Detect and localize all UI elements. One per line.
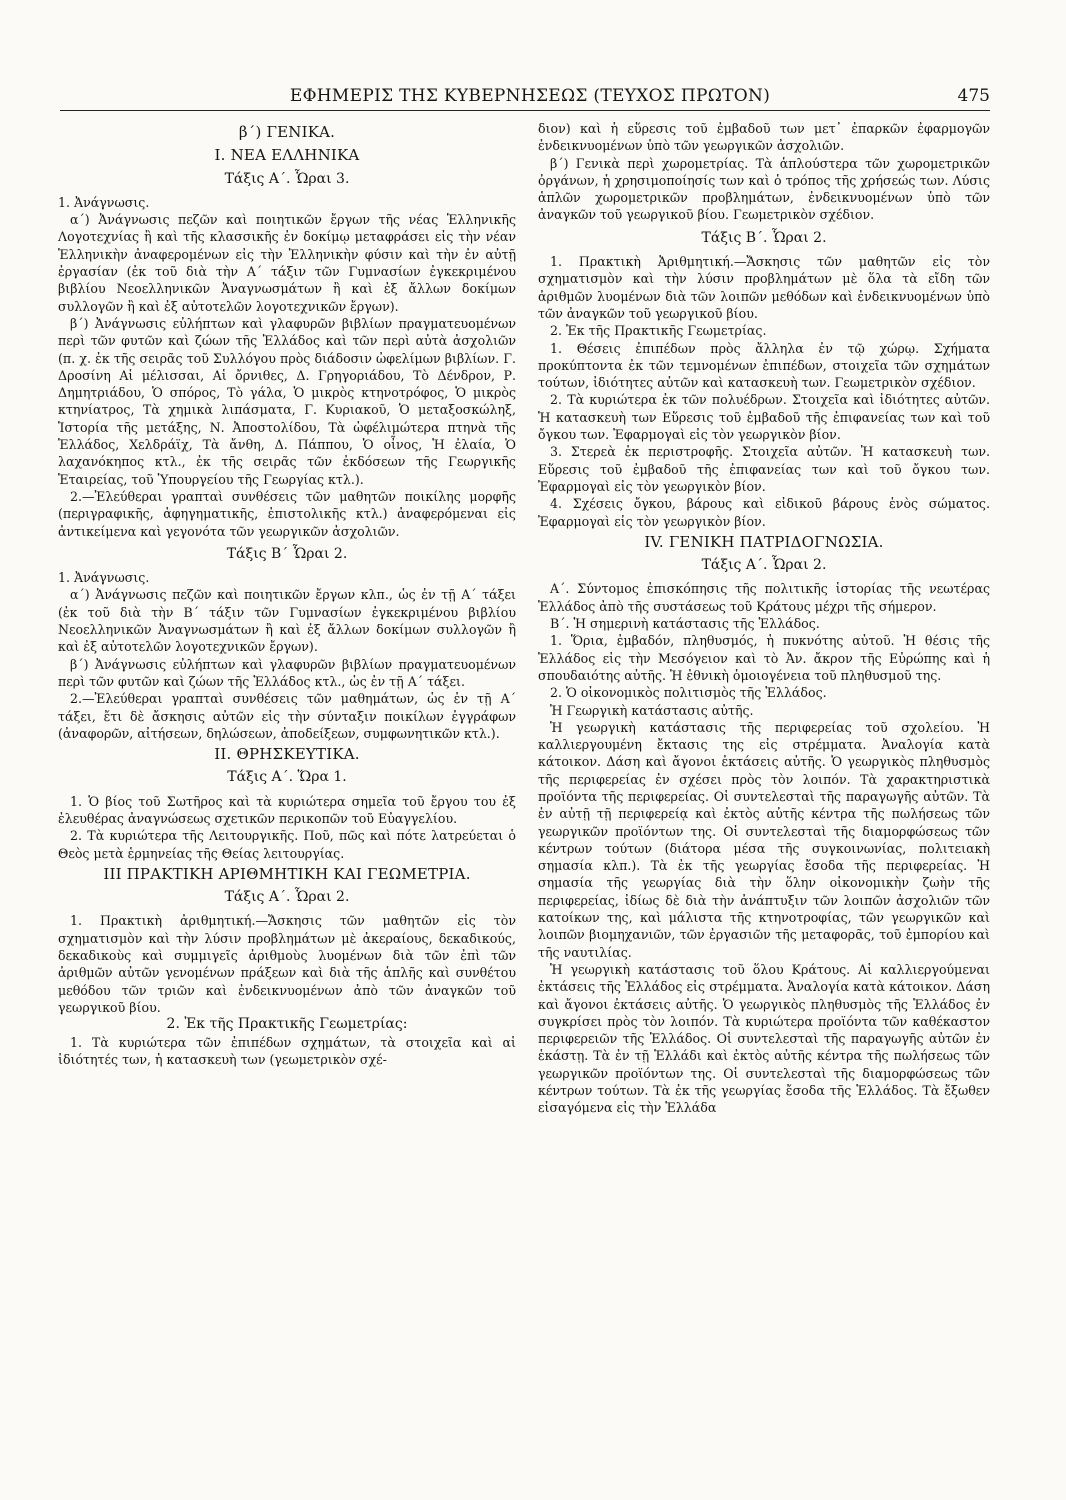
subject-heading: Ι. ΝΕΑ ΕΛΛΗΝΙΚΑ (214, 146, 360, 165)
paragraph: 1. Θέσεις ἐπιπέδων πρὸς ἄλληλα ἐν τῷ χώρῳ. Σχήματα προκύπτοντα ἐκ τῶν τεμνομένων ἐπιπέδων, στοιχεῖα τῶν σχημάτων τούτων, ἰδιότητες αὐτῶν καὶ κατασκευὴ των. Γεωμετρικὸν σχέδιον. (538, 340, 990, 391)
paragraph: 1. Πρακτικὴ Ἀριθμητική.—Ἄσκησις τῶν μαθητῶν εἰς τὸν σχηματισμὸν καὶ τὴν λύσιν προβλημάτων μὲ ὅλα τὰ εἴδη τῶν ἀριθμῶν λυομένων διὰ τῶν λοιπῶν μεθόδων καὶ ἐνδεικνυομένων ὑπὸ τῶν ἀναγκῶν τοῦ γεωργικοῦ βίου. (538, 254, 990, 321)
class-hours: Τάξις Α΄. Ὧραι 2. (701, 557, 827, 574)
paragraph: Ἡ Γεωργικὴ κατάστασις αὐτῆς. (550, 702, 754, 718)
paragraph: 2. Τὰ κυριώτερα τῆς Λειτουργικῆς. Ποῦ, πῶς καὶ πότε λατρεύεται ὁ Θεὸς μετὰ ἑρμηνείας τῆς Θείας λειτουργίας. (58, 828, 516, 861)
paragraph: 1. Τὰ κυριώτερα τῶν ἐπιπέδων σχημάτων, τὰ στοιχεῖα καὶ αἱ ἰδιότητές των, ἡ κατασκευὴ των (γεωμετρικὸν σχέ- (58, 1034, 516, 1067)
paragraph: β΄) Ἀνάγνωσις εὐλήπτων καὶ γλαφυρῶν βιβλίων πραγματευομένων περὶ τῶν φυτῶν καὶ ζώων τῆς Ἑλλάδος κτλ., ὡς ἐν τῇ Α΄ τάξει. (58, 656, 516, 689)
class-hours: Τάξις Β΄. Ὧραι 2. (701, 229, 827, 246)
page-header (60, 86, 990, 110)
left-column (58, 120, 516, 1490)
paragraph: Β΄. Ἡ σημερινὴ κατάστασις τῆς Ἑλλάδος. (550, 616, 820, 632)
paragraph: 2. Τὰ κυριώτερα ἐκ τῶν πολυέδρων. Στοιχεῖα καὶ ἰδιότητες αὐτῶν. Ἡ κατασκευὴ των Εὕρεσις τοῦ ἐμβαδοῦ τῆς ἐπιφανείας των καὶ τοῦ ὄγκου των. Ἐφαρμογαὶ εἰς τὸν γεωργικὸν βίον. (538, 392, 990, 443)
gazette-title: ΕΦΗΜΕΡΙΣ ΤΗΣ ΚΥΒΕΡΝΗΣΕΩΣ (ΤΕΥΧΟΣ ΠΡΩΤΟΝ) (289, 86, 771, 106)
page-number: 475 (957, 86, 990, 106)
paragraph: 2.—Ἐλεύθεραι γραπταὶ συνθέσεις τῶν μαθημάτων, ὡς ἐν τῇ Α΄ τάξει, ἔτι δὲ ἄσκησις αὐτῶν εἰς τὴν σύνταξιν ποικίλων ἐγγράφων (ἀναφορῶν, αἰτήσεων, δηλώσεων, ἀποδείξεων, συμφωνητικῶν κτλ.). (58, 691, 516, 741)
paragraph: 2.—Ἐλεύθεραι γραπταὶ συνθέσεις τῶν μαθητῶν ποικίλης μορφῆς (περιγραφικῆς, ἀφηγηματικῆς, ἐπιστολικῆς κτλ.) ἀναφερόμεναι εἰς ἀντικείμενα καὶ γεγονότα τῶν γεωργικῶν ἀσχολιῶν. (58, 488, 516, 539)
paragraph: 1. Ὅρια, ἐμβαδόν, πληθυσμός, ἡ πυκνότης αὐτοῦ. Ἡ θέσις τῆς Ἑλλάδος εἰς τὴν Μεσόγειον καὶ τὸ Ἀν. ἄκρον τῆς Εὐρώπης καὶ ἡ σπουδαιότης αὐτῆς. Ἡ ἐθνικὴ ὁμοιογένεια τοῦ πληθυσμοῦ της. (538, 633, 990, 683)
paragraph: Ἡ γεωργικὴ κατάστασις τοῦ ὅλου Κράτους. Αἱ καλλιεργούμεναι ἐκτάσεις τῆς Ἑλλάδος εἰς στρέμματα. Ἀναλογία κατὰ κάτοικον. Δάση καὶ ἄγονοι ἐκτάσεις αὐτῆς. Ὁ γεωργικὸς πληθυσμὸς τῆς Ἑλλάδος ἐν συγκρίσει πρὸς τὸν λοιπόν. Τὰ κυριώτερα προϊόντα τῶν καθέκαστον περιφερειῶν τῆς Ἑλλάδος. Οἱ συντελεσταὶ τῆς παραγωγῆς αὐτῶν ἐν ἑκάστῃ. Τὰ ἐν τῇ Ἑλλάδι καὶ ἐκτὸς αὐτῆς κέντρα τῆς πωλήσεως τῶν γεωργικῶν προϊόντων της. Οἱ συντελεσταὶ τῆς διαμορφώσεως τῶν κέντρων τούτων. Τὰ ἐκ τῆς γεωργίας ἔσοδα τῆς Ἑλλάδος. Τὰ ἔξωθεν εἰσαγόμενα εἰς τὴν Ἑλλάδα (538, 961, 990, 1116)
paragraph: 2. Ἐκ τῆς Πρακτικῆς Γεωμετρίας. (550, 323, 767, 339)
section-heading: β΄) ΓΕΝΙΚΑ. (238, 123, 336, 141)
paragraph: α΄) Ἀνάγνωσις πεζῶν καὶ ποιητικῶν ἔργων τῆς νέας Ἑλληνικῆς Λογοτεχνίας ἢ καὶ τῆς κλασσικῆς ἐν δοκίμῳ μεταφράσει εἰς τὴν νέαν Ἑλληνικὴν ἀναφερομένων εἰς τὴν Ἑλληνικὴν φύσιν καὶ τὴν ἐν αὐτῇ ἐργασίαν (ἐκ τοῦ διὰ τὴν Α΄ τάξιν τῶν Γυμνασίων ἐγκεκριμένου βιβλίου Νεοελληνικῶν Ἀναγνωσμάτων ἢ καὶ ἐξ ἄλλων δοκίμων συλλογῶν ἢ καὶ ἐξ αὐτοτελῶν λογοτεχνικῶν ἔργων). (58, 212, 516, 314)
paragraph: α΄) Ἀνάγνωσις πεζῶν καὶ ποιητικῶν ἔργων κλπ., ὡς ἐν τῇ Α΄ τάξει (ἐκ τοῦ διὰ τὴν Β΄ τάξιν τῶν Γυμνασίων ἐγκεκριμένου βιβλίου Νεοελληνικῶν Ἀναγνωσμάτων ἢ καὶ ἐξ ἄλλων δοκίμων συλλογῶν ἢ καὶ ἐξ αὐτοτελῶν λογοτεχνικῶν ἔργων). (58, 587, 516, 655)
paragraph: Ἡ γεωργικὴ κατάστασις τῆς περιφερείας τοῦ σχολείου. Ἡ καλλιεργουμένη ἔκτασις της εἰς στρέμματα. Ἀναλογία κατὰ κάτοικον. Δάση καὶ ἄγονοι ἐκτάσεις αὐτῆς. Ὁ γεωργικὸς πληθυσμὸς τῆς περιφερείας ἐν σχέσει πρὸς τὸν λοιπόν. Τὰ χαρακτηριστικὰ προϊόντα τῆς περιφερείας. Οἱ συντελεσταὶ τῆς παραγωγῆς αὐτῶν. Τὰ ἐν αὐτῇ τῇ περιφερείᾳ καὶ ἐκτὸς αὐτῆς κέντρα τῆς πωλήσεως τῶν γεωργικῶν προϊόντων της. Οἱ συντελεσταὶ τῆς διαμορφώσεως τῶν κέντρων τούτων (διάτορα μέσα τῆς συγκοινωνίας, πολιτειακὴ σημασία κλπ.). Τὰ ἐκ τῆς γεωργίας ἔσοδα τῆς περιφερείας. Ἡ σημασία τῆς γεωργίας διὰ τὴν ὅλην οἰκονομικὴν ζωὴν τῆς περιφερείας, ἰδίως δὲ διὰ τὴν ἀνάπτυξιν τῶν λοιπῶν ἀσχολιῶν τῶν κατοίκων της, καὶ μάλιστα τῆς κτηνοτροφίας, τῶν γεωργικῶν καὶ λοιπῶν βιομηχανιῶν, τῶν ἐργασιῶν τῆς μεταφορᾶς, τοῦ ἐμπορίου καὶ τῆς ναυτιλίας. (538, 719, 990, 960)
class-hours: Τάξις Α΄. Ὧραι 2. (224, 889, 350, 906)
paragraph: 3. Στερεὰ ἐκ περιστροφῆς. Στοιχεῖα αὐτῶν. Ἡ κατασκευὴ των. Εὕρεσις τοῦ ἐμβαδοῦ τῆς ἐπιφανείας των καὶ τοῦ ὄγκου των. Ἐφαρμογαὶ εἰς τὸν γεωργικὸν βίον. (538, 444, 990, 494)
class-hours: Τάξις Β΄ Ὧραι 2. (226, 545, 348, 562)
paragraph: 2. Ἐκ τῆς Πρακτικῆς Γεωμετρίας: (166, 1016, 408, 1033)
paragraph: β΄) Ἀνάγνωσις εὐλήπτων καὶ γλαφυρῶν βιβλίων πραγματευομένων περὶ τῶν φυτῶν καὶ ζώων τῆς Ἑλλάδος καὶ τῶν περὶ αὐτὰ ἀσχολιῶν (π. χ. ἐκ τῆς σειρᾶς τοῦ Συλλόγου πρὸς διάδοσιν ὠφελίμων βιβλίων. Γ. Δροσίνη Αἱ μέλισσαι, Αἱ ὄρνιθες, Δ. Γρηγοριάδου, Τὸ Δένδρον, Ρ. Δημητριάδου, Ὁ σπόρος, Τὸ γάλα, Ὁ μικρὸς κτηνοτρόφος, Ὁ μικρὸς κτηνίατρος, Τὰ χημικὰ λιπάσματα, Γ. Κυριακοῦ, Ὁ μεταξοσκώληξ, Ἱστορία τῆς μετάξης, Ν. Ἀποστολίδου, Τὰ ὠφέλιμώτερα πτηνὰ τῆς Ἑλλάδος, Χελδράϊχ, Τὰ ἄνθη, Δ. Πάππου, Ὁ οἶνος, Ἡ ἐλαία, Ὁ λαχανόκηπος κτλ., ἐκ τῆς σειρᾶς τῶν ἐκδόσεων τῆς Γεωργικῆς Ἑταιρείας, τοῦ Ὑπουργείου τῆς Γεωργίας κτλ.). (58, 315, 516, 487)
paragraph: 4. Σχέσεις ὄγκου, βάρους καὶ εἰδικοῦ βάρους ἑνὸς σώματος. Ἐφαρμογαὶ εἰς τὸν γεωργικὸν βίον. (538, 496, 990, 529)
paragraph: 2. Ὁ οἰκονομικὸς πολιτισμὸς τῆς Ἑλλάδος. (550, 685, 827, 701)
paragraph: 1. Ὁ βίος τοῦ Σωτῆρος καὶ τὰ κυριώτερα σημεῖα τοῦ ἔργου του ἐξ ἐλευθέρας ἀναγνώσεως σχετικῶν περικοπῶν τοῦ Εὐαγγελίου. (58, 793, 516, 826)
header-rule (60, 110, 990, 111)
subject-heading: ΙΙΙ ΠΡΑΚΤΙΚΗ ΑΡΙΘΜΗΤΙΚΗ ΚΑΙ ΓΕΩΜΕΤΡΙΑ. (103, 864, 471, 883)
class-hours: Τάξις Α΄. Ὧραι 3. (224, 170, 350, 187)
paragraph: β΄) Γενικὰ περὶ χωρομετρίας. Τὰ ἁπλούστερα τῶν χωρομετρικῶν ὀργάνων, ἡ χρησιμοποίησίς των καὶ ὁ τρόπος τῆς χρήσεώς των. Λύσις ἁπλῶν χωρομετρικῶν προβλημάτων, ἐνδεικνυομένων ὑπὸ τῶν ἀναγκῶν τοῦ γεωργικοῦ βίου. Γεωμετρικὸν σχέδιον. (538, 155, 990, 223)
paragraph: 1. Ἀνάγνωσις. (58, 194, 150, 210)
paragraph: 1. Ἀνάγνωσις. (58, 570, 150, 586)
paragraph: διον) καὶ ἡ εὕρεσις τοῦ ἐμβαδοῦ των μετ᾿ ἐπαρκῶν ἐφαρμογῶν ἐνδεικνυομένων ὑπὸ τῶν γεωργικῶν ἀσχολιῶν. (538, 121, 990, 154)
class-hours: Τάξις Α΄. Ὥρα 1. (227, 769, 347, 786)
right-column (538, 120, 990, 1490)
subject-heading: ΙΙ. ΘΡΗΣΚΕΥΤΙΚΑ. (214, 745, 360, 764)
paragraph: Α΄. Σύντομος ἐπισκόπησις τῆς πολιτικῆς ἱστορίας τῆς νεωτέρας Ἑλλάδος ἀπὸ τῆς συστάσεως τοῦ Κράτους μέχρι τῆς σήμερον. (538, 581, 990, 614)
paragraph: 1. Πρακτικὴ ἀριθμητική.—Ἄσκησις τῶν μαθητῶν εἰς τὸν σχηματισμὸν καὶ τὴν λύσιν προβλημάτων μὲ ἀκεραίους, δεκαδικούς, δεκαδικοὺς καὶ συμμιγεῖς ἀριθμοὺς λυομένων διὰ τῶν ἐπὶ τῶν ἀριθμῶν αὐτῶν γενομένων πράξεων καὶ διὰ τῆς ἁπλῆς καὶ συνθέτου μεθόδου τῶν τριῶν καὶ ἐνδεικνυομένων ἀπὸ τῶν ἀναγκῶν τοῦ γεωργικοῦ βίου. (58, 913, 516, 1015)
subject-heading: ΙV. ΓΕΝΙΚΗ ΠΑΤΡΙΔΟΓΝΩΣΙΑ. (644, 532, 884, 551)
